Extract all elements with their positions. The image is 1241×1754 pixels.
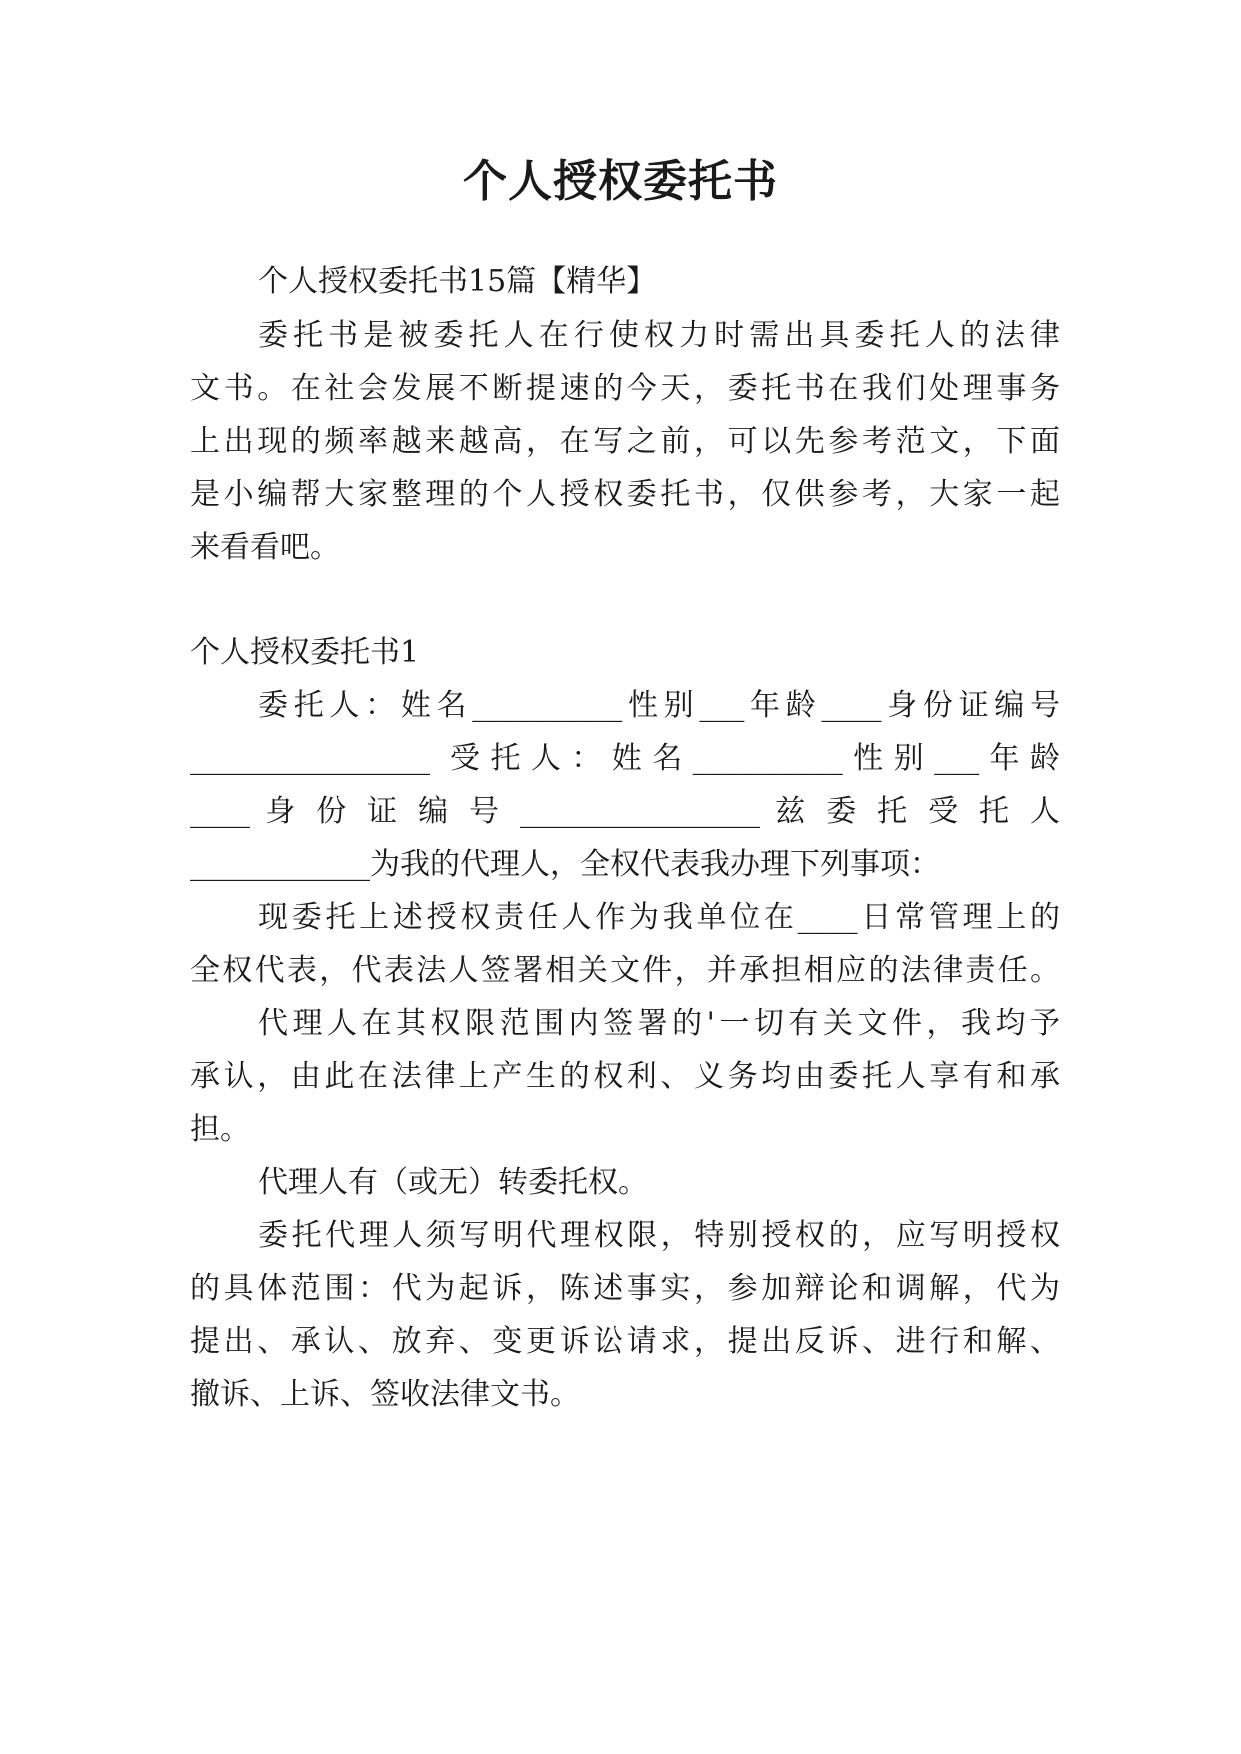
body-line: 现委托上述授权责任人作为我单位在____日常管理上的 xyxy=(258,900,1060,935)
intro-line: 委托书是被委托人在行使权力时需出具委托人的法律 xyxy=(258,318,1060,353)
body-line: ____________为我的代理人，全权代表我办理下列事项： xyxy=(190,847,940,882)
body-line: 的具体范围：代为起诉，陈述事实，参加辩论和调解，代为 xyxy=(190,1271,1060,1306)
intro-line: 来看看吧。 xyxy=(190,530,340,565)
body-line: 全权代表，代表法人签署相关文件，并承担相应的法律责任。 xyxy=(190,953,1060,988)
body-line: 提出、承认、放弃、变更诉讼请求，提出反诉、进行和解、 xyxy=(190,1324,1060,1359)
body-line: ____ 身 份 证 编 号 ________________ 兹 委 托 受 托 人 xyxy=(190,794,1060,829)
intro-line: 是小编帮大家整理的个人授权委托书，仅供参考，大家一起 xyxy=(190,477,1060,512)
document-title: 个人授权委托书 xyxy=(463,156,778,207)
section-heading: 个人授权委托书1 xyxy=(190,635,420,670)
body-line: 委托代理人须写明代理权限，特别授权的，应写明授权 xyxy=(258,1218,1060,1253)
body-line: 代理人有（或无）转委托权。 xyxy=(258,1165,648,1200)
document-subtitle: 个人授权委托书15篇【精华】 xyxy=(258,264,657,299)
body-line: ________________ 受托人：姓名__________性别___年龄 xyxy=(190,741,1060,776)
body-line: 撤诉、上诉、签收法律文书。 xyxy=(190,1377,580,1412)
body-line: 承认，由此在法律上产生的权利、义务均由委托人享有和承 xyxy=(190,1059,1060,1094)
body-line: 委托人：姓名__________性别___年龄____身份证编号 xyxy=(258,688,1060,723)
intro-line: 文书。在社会发展不断提速的今天，委托书在我们处理事务 xyxy=(190,371,1060,406)
body-line: 担。 xyxy=(190,1112,250,1147)
intro-line: 上出现的频率越来越高，在写之前，可以先参考范文，下面 xyxy=(190,424,1060,459)
body-line: 代理人在其权限范围内签署的'一切有关文件，我均予 xyxy=(258,1006,1060,1041)
